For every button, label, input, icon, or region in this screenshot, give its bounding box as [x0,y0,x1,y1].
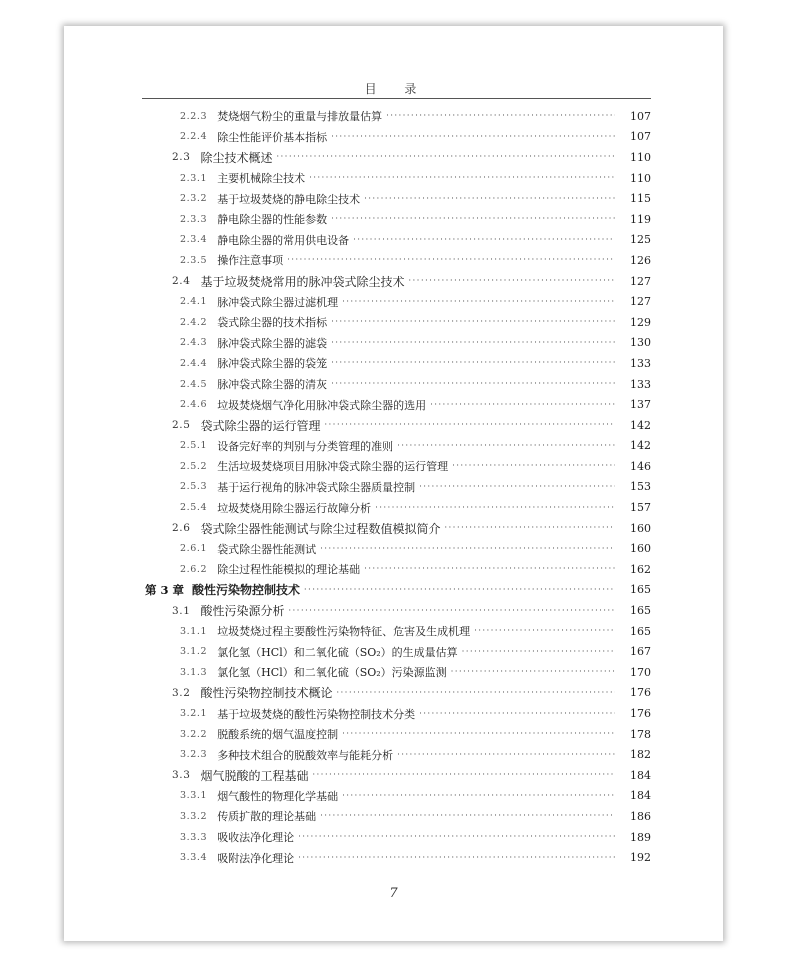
dot-leader [353,236,615,244]
toc-entry[interactable] [64,394,723,415]
toc-entry-page: 125 [630,233,651,247]
toc-entry-number: 2.4.2 [180,316,208,328]
toc-entry[interactable] [64,209,723,230]
toc-entry-number: 2.4.1 [180,296,208,308]
dot-leader [313,771,615,779]
dot-leader [451,668,615,676]
toc-entry-number: 3.2.2 [180,728,208,740]
dot-leader [298,833,615,841]
toc-entry-title: 生活垃圾焚烧项目用脉冲袋式除尘器的运行管理 [217,460,449,474]
dot-leader [364,565,615,573]
toc-entry-number: 3.3.2 [180,810,208,822]
toc-entry-title: 酸性污染物控制技术概论 [200,686,333,701]
toc-entry[interactable] [64,168,723,189]
toc-entry[interactable] [64,291,723,312]
toc-entry[interactable] [64,312,723,333]
toc-entry[interactable] [64,806,723,827]
table-of-contents [64,106,723,868]
toc-entry-title: 基于垃圾焚烧的酸性污染物控制技术分类 [217,707,416,721]
toc-entry-page: 165 [630,604,651,618]
dot-leader [452,462,615,470]
toc-entry[interactable] [64,580,723,601]
toc-entry[interactable] [64,250,723,271]
dot-leader [337,689,615,697]
toc-entry-number: 2.3.5 [180,254,208,266]
toc-entry[interactable] [64,518,723,539]
toc-entry-title: 袋式除尘器性能测试与除尘过程数值模拟简介 [200,521,441,536]
dot-leader [375,504,615,512]
toc-entry[interactable] [64,353,723,374]
dot-leader [430,401,615,409]
toc-entry-title: 吸收法净化理论 [217,831,295,845]
dot-leader [397,751,615,759]
toc-entry-title: 设备完好率的判别与分类管理的准则 [217,439,394,453]
dot-leader [277,153,615,161]
toc-entry-number: 2.5.2 [180,460,208,472]
toc-entry-page: 186 [630,809,651,823]
toc-entry[interactable] [64,333,723,354]
running-header: 目 录 [364,82,429,96]
toc-entry-page: 127 [630,274,651,288]
toc-entry-page: 176 [630,686,651,700]
toc-entry-number: 2.3.1 [180,172,208,184]
toc-entry-title: 基于垃圾焚烧的静电除尘技术 [217,192,361,206]
toc-entry-title: 除尘过程性能模拟的理论基础 [217,563,361,577]
toc-entry-number: 2.4 [172,275,191,288]
toc-entry-page: 160 [630,542,651,556]
toc-entry[interactable] [64,847,723,868]
toc-entry-number: 2.2.4 [180,131,208,143]
toc-entry-number: 2.4.4 [180,357,208,369]
toc-entry-number: 3.3 [172,769,191,782]
toc-entry-number: 3.3.1 [180,790,208,802]
toc-entry-number: 2.6.2 [180,563,208,575]
dot-leader [331,380,615,388]
toc-entry[interactable] [64,621,723,642]
toc-entry[interactable] [64,724,723,745]
toc-entry-page: 170 [630,665,651,679]
toc-entry[interactable] [64,538,723,559]
toc-entry-number: 3.3.4 [180,852,208,864]
toc-entry-page: 119 [630,212,651,226]
toc-entry-title: 静电除尘器的常用供电设备 [217,233,350,247]
toc-entry-page: 129 [630,315,651,329]
toc-entry-number: 2.3 [172,151,191,164]
toc-entry-title: 烟气酸性的物理化学基础 [217,789,339,803]
toc-entry-title: 多种技术组合的脱酸效率与能耗分析 [217,748,394,762]
toc-entry-page: 184 [630,789,651,803]
toc-entry-number: 2.5.1 [180,440,208,452]
toc-entry[interactable] [64,641,723,662]
toc-entry[interactable] [64,230,723,251]
toc-entry[interactable] [64,703,723,724]
document-page [64,26,723,941]
toc-entry-page: 142 [630,439,651,453]
toc-entry-page: 184 [630,768,651,782]
toc-entry-number: 2.5 [172,419,191,432]
toc-entry-title: 吸附法净化理论 [217,851,295,865]
toc-entry-number: 2.5.3 [180,481,208,493]
toc-entry-page: 178 [630,727,651,741]
toc-entry-title: 袋式除尘器的技术指标 [217,316,328,330]
toc-entry-page: 160 [630,521,651,535]
dot-leader [289,607,615,615]
toc-entry-page: 130 [630,336,651,350]
dot-leader [342,298,615,306]
toc-entry[interactable] [64,786,723,807]
toc-entry-number: 第 3 章 [145,582,185,597]
toc-entry-title: 脱酸系统的烟气温度控制 [217,728,339,742]
dot-leader [462,648,615,656]
toc-entry-title: 脉冲袋式除尘器过滤机理 [217,295,339,309]
toc-entry-title: 垃圾焚烧用除尘器运行故障分析 [217,501,372,515]
toc-entry-page: 182 [630,748,651,762]
toc-entry-title: 脉冲袋式除尘器的袋笼 [217,357,328,371]
dot-leader [419,710,615,718]
toc-entry[interactable] [64,477,723,498]
toc-entry-title: 垃圾焚烧烟气净化用脉冲袋式除尘器的选用 [217,398,427,412]
toc-entry-page: 157 [630,501,651,515]
toc-entry-number: 3.2.3 [180,749,208,761]
toc-entry-page: 142 [630,418,651,432]
toc-entry-page: 126 [630,253,651,267]
toc-entry-title: 垃圾焚烧过程主要酸性污染物特征、危害及生成机理 [217,625,471,639]
dot-leader [397,442,615,450]
toc-entry-title: 除尘性能评价基本指标 [217,130,328,144]
toc-entry[interactable] [64,436,723,457]
toc-entry[interactable] [64,106,723,127]
toc-entry-number: 2.6.1 [180,543,208,555]
toc-entry[interactable] [64,683,723,704]
toc-entry-page: 115 [630,192,651,206]
dot-leader [287,256,615,264]
toc-entry[interactable] [64,765,723,786]
toc-entry[interactable] [64,662,723,683]
toc-entry-page: 146 [630,459,651,473]
toc-entry-title: 袋式除尘器性能测试 [217,542,317,556]
dot-leader [386,112,615,120]
dot-leader [320,812,615,820]
toc-entry[interactable] [64,147,723,168]
dot-leader [409,277,615,285]
toc-entry-title: 主要机械除尘技术 [217,172,306,186]
toc-entry-page: 192 [630,851,651,865]
toc-entry[interactable] [64,374,723,395]
toc-entry-page: 133 [630,377,651,391]
toc-entry-number: 3.1.1 [180,625,208,637]
toc-entry-page: 165 [630,624,651,638]
toc-entry-title: 氯化氢（HCl）和二氧化硫（SO₂）的生成量估算 [217,645,458,659]
toc-entry-title: 静电除尘器的性能参数 [217,213,328,227]
dot-leader [342,730,615,738]
toc-entry-page: 189 [630,830,651,844]
toc-entry[interactable] [64,497,723,518]
dot-leader [474,627,615,635]
toc-entry[interactable] [64,559,723,580]
toc-entry-number: 3.3.3 [180,831,208,843]
toc-entry[interactable] [64,827,723,848]
toc-entry-title: 烟气脱酸的工程基础 [200,768,309,783]
toc-entry-title: 除尘技术概述 [200,150,273,165]
toc-entry-page: 107 [630,109,651,123]
dot-leader [445,524,615,532]
toc-entry[interactable] [64,456,723,477]
toc-entry-title: 传质扩散的理论基础 [217,810,317,824]
dot-leader [419,483,615,491]
toc-entry-page: 127 [630,295,651,309]
toc-entry-number: 3.1.2 [180,646,208,658]
toc-entry-title: 袋式除尘器的运行管理 [200,418,321,433]
header-rule [142,98,651,99]
dot-leader [309,174,615,182]
toc-entry-number: 2.4.6 [180,399,208,411]
toc-entry[interactable] [64,127,723,148]
page-number: 7 [389,886,398,901]
toc-entry-title: 脉冲袋式除尘器的清灰 [217,378,328,392]
dot-leader [304,586,615,594]
toc-entry-number: 3.1.3 [180,666,208,678]
toc-entry-page: 167 [630,645,651,659]
toc-entry-number: 2.2.3 [180,110,208,122]
toc-entry-page: 153 [630,480,651,494]
toc-entry-title: 基于运行视角的脉冲袋式除尘器质量控制 [217,480,416,494]
toc-entry-page: 162 [630,562,651,576]
toc-entry-title: 酸性污染源分析 [200,604,285,619]
toc-entry-title: 焚烧烟气粉尘的重量与排放量估算 [217,110,383,124]
toc-entry-number: 3.2.1 [180,708,208,720]
toc-entry-number: 3.1 [172,604,191,617]
toc-entry-number: 2.3.3 [180,213,208,225]
toc-entry-number: 2.3.4 [180,234,208,246]
dot-leader [331,318,615,326]
dot-leader [331,133,615,141]
toc-entry-page: 110 [630,171,651,185]
dot-leader [325,421,615,429]
dot-leader [320,545,615,553]
dot-leader [364,195,615,203]
dot-leader [331,215,615,223]
toc-entry-page: 110 [630,150,651,164]
toc-entry-page: 107 [630,130,651,144]
toc-entry-number: 2.5.4 [180,502,208,514]
dot-leader [331,339,615,347]
toc-entry-number: 2.3.2 [180,193,208,205]
toc-entry-title: 脉冲袋式除尘器的滤袋 [217,336,328,350]
toc-entry-number: 3.2 [172,686,191,699]
toc-entry[interactable] [64,415,723,436]
toc-entry-number: 2.6 [172,522,191,535]
toc-entry[interactable] [64,744,723,765]
toc-entry[interactable] [64,600,723,621]
toc-entry-page: 176 [630,707,651,721]
toc-entry-title: 酸性污染物控制技术 [192,583,301,598]
toc-entry-page: 137 [630,398,651,412]
toc-entry-number: 2.4.3 [180,337,208,349]
toc-entry-title: 氯化氢（HCl）和二氧化硫（SO₂）污染源监测 [217,666,447,680]
toc-entry[interactable] [64,271,723,292]
toc-entry-title: 操作注意事项 [217,254,284,268]
toc-entry-page: 165 [630,583,651,597]
toc-entry-page: 133 [630,356,651,370]
dot-leader [342,792,615,800]
dot-leader [331,359,615,367]
toc-entry-number: 2.4.5 [180,378,208,390]
toc-entry-title: 基于垃圾焚烧常用的脉冲袋式除尘技术 [200,274,405,289]
toc-entry[interactable] [64,188,723,209]
dot-leader [298,854,615,862]
